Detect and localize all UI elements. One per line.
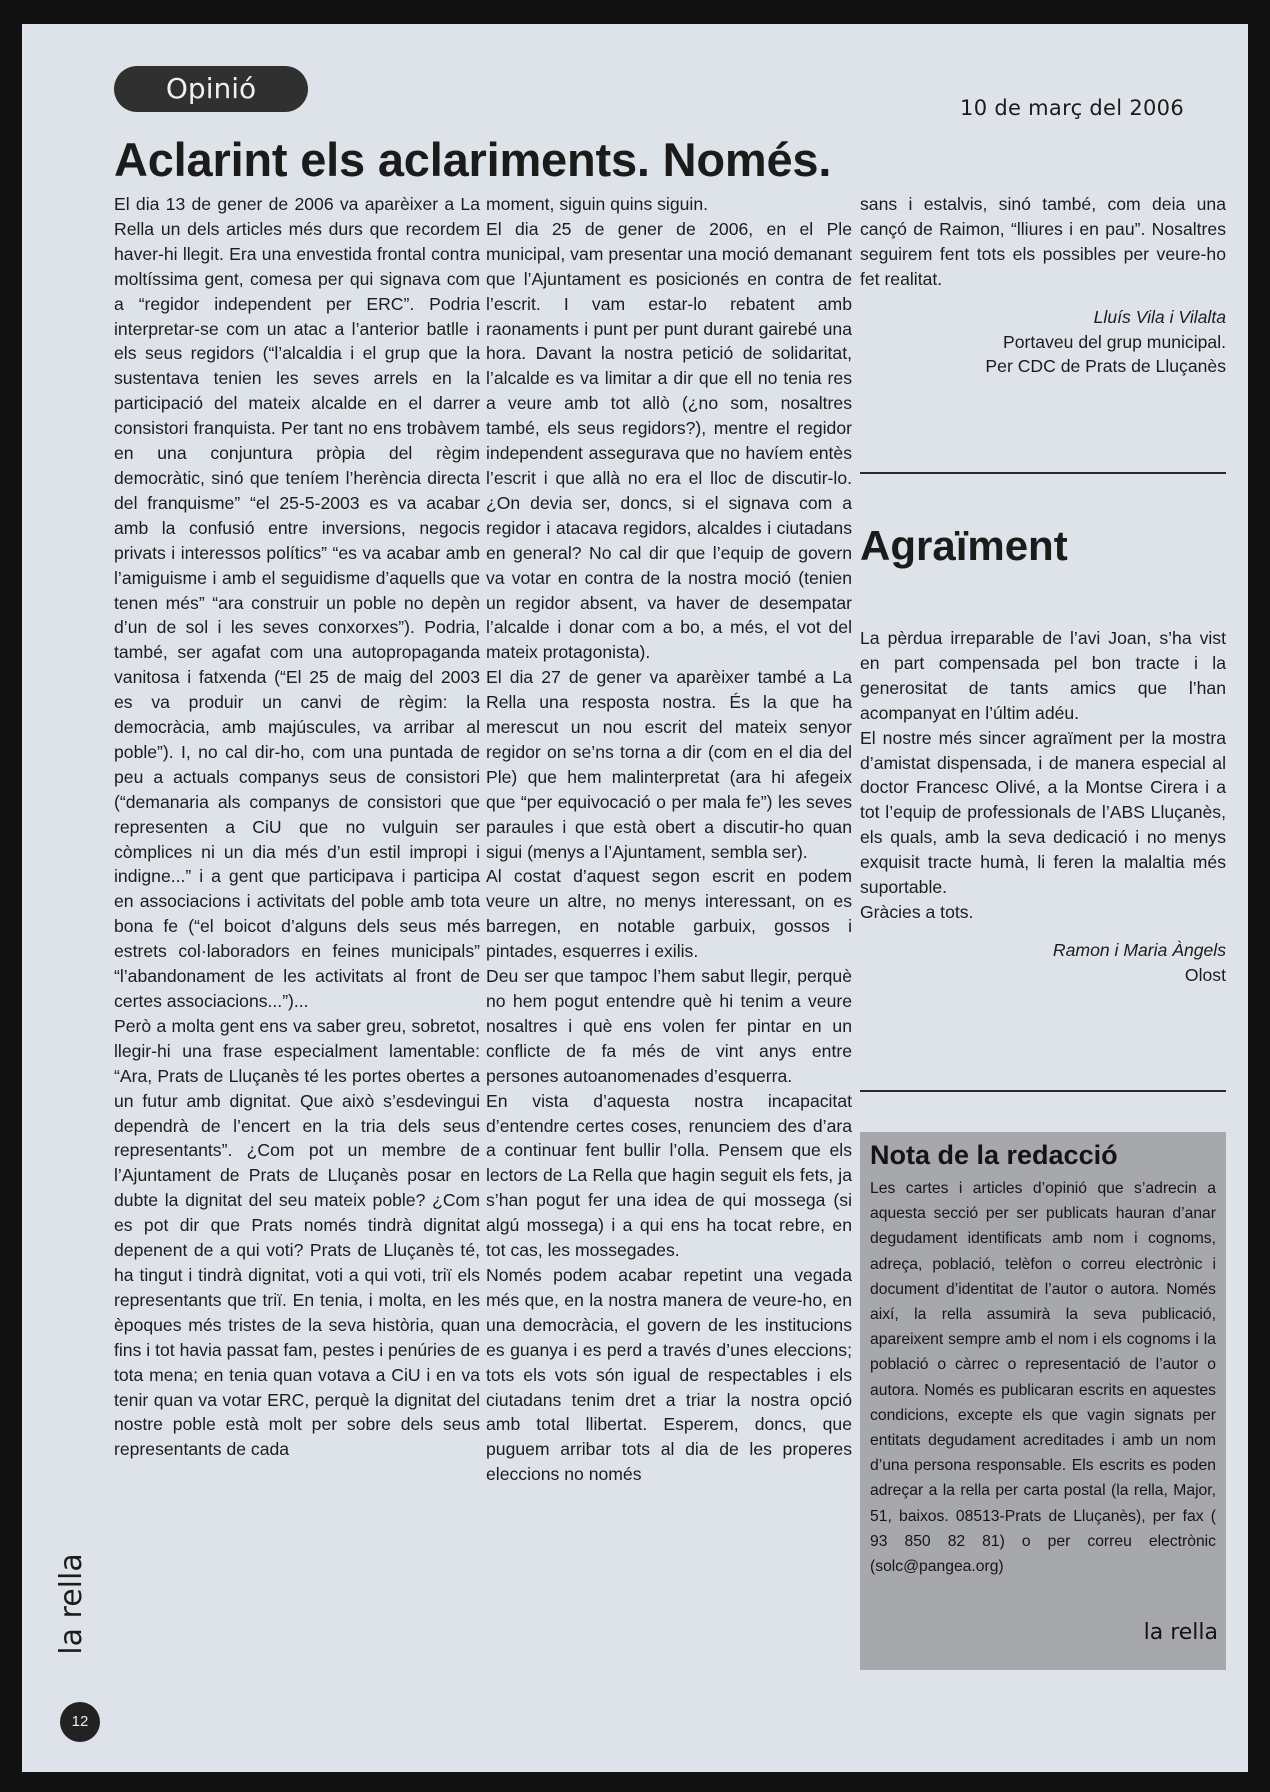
agraiment-place: Olost xyxy=(1184,964,1226,985)
article-column-2 xyxy=(486,192,852,1487)
article-paragraph: El dia 25 de gener de 2006, en el Ple municipal, vam presentar una moció demanant que l’Ajuntament es posicionés en contra de l’escrit. I vam estar-lo rebatent amb raonaments i punt per punt durant gairebé una hora. Davant la nostra petició de solidaritat, l’alcalde es va limitar a dir que ell no tenia res a veure amb tot allò (¿no som, nosaltres també, els seus regidors?), mentre el regidor independent assegurava que no havíem entès l’escrit i que allà no era el lloc de discutir-lo. ¿On devia ser, doncs, si el signava com a regidor i atacava regidors, alcaldes i ciutadans en general? No cal dir que l’equip de govern va votar en contra de la nostra moció (tenien un regidor absent, va haver de desempatar l’alcalde i donar com a bo, a més, el vot del mateix protagonista). xyxy=(486,218,852,663)
article-paragraph: El dia 27 de gener va aparèixer també a La Rella una resposta nostra. És la que ha merescut un nou escrit del mateix senyor regidor on se’ns torna a dir (com en el dia del Ple) que hem malinterpretat (ara hi afegeix que “per equivocació o per mala fe”) les seves paraules i que està obert a discutir-ho quan sigui (menys a l’Ajuntament, sembla ser). xyxy=(486,667,852,862)
article-headline: Aclarint els aclariments. Només. xyxy=(114,133,832,186)
page-number: 12 xyxy=(60,1702,100,1742)
agraiment-paragraph: Gràcies a tots. xyxy=(860,901,974,922)
agraiment-paragraph: El nostre més sincer agraïment per la mostra d’amistat dispensada, i de manera especial al doctor Francesc Olivé, a la Montse Cirera i a tot l’equip de professionals de l’ABS Lluçanès, els quals, amb la seva dedicació i no menys exquisit tracte humà, li feren la malaltia més suportable. xyxy=(860,727,1226,898)
nota-signature: la rella xyxy=(1143,1620,1218,1645)
nota-redaccio-box xyxy=(860,1132,1226,1670)
author-org: Per CDC de Prats de Lluçanès xyxy=(985,356,1226,377)
author-role: Portaveu del grup municipal. xyxy=(1003,331,1226,352)
article-column-3 xyxy=(860,192,1226,379)
article-paragraph: En vista d’aquesta nostra incapacitat d’entendre certes coses, renunciem des d’ara a continuar fent bullir l’olla. Pensem que els lectors de La Rella que hagin seguit els fets, ja s’han pogut fer una idea de qui mossega (si algú mossega) i a qui ens ha tocat rebre, en tot cas, les mossegades. xyxy=(486,1090,852,1261)
nota-title: Nota de la redacció xyxy=(870,1140,1118,1170)
agraiment-body xyxy=(860,626,1226,988)
brand-logo-text: la rella xyxy=(54,1553,89,1655)
agraiment-signature xyxy=(860,938,1226,988)
author-name: Lluís Vila i Vilalta xyxy=(1093,306,1226,327)
nota-text: Les cartes i articles d’opinió que s’adrecin a aquesta secció per ser publicats hauran d’anar degudament identificats amb nom i cognoms, adreça, població, telèfon o correu electrònic i document d’identitat de l’autor o autora. Només així, la rella assumirà la seva publicació, apareixent sempre amb el nom i els cognoms i la població o càrrec o representació de l’autor o autora. Només es publicaran escrits en aquestes condicions, excepte els que vagin signats per entitats degudament acreditades i amb un nom d’una persona responsable. Els escrits es poden adreçar a la rella per carta postal (la rella, Major, 51, baixos. 08513-Prats de Lluçanès), per fax ( 93 850 82 81) o per correu electrònic (solc@pangea.org) xyxy=(870,1180,1216,1576)
divider xyxy=(860,1090,1226,1092)
article-paragraph: Al costat d’aquest segon escrit en podem veure un altre, no menys interessant, on es barregen, en notable garbuix, gossos i pintades, esquerres i exilis. xyxy=(486,866,852,962)
article-signature xyxy=(860,305,1226,380)
article-paragraph: El dia 13 de gener de 2006 va aparèixer a La Rella un dels articles més durs que recordem haver-hi llegit. Era una envestida frontal contra moltíssima gent, comesa per qui signava com a “regidor independent per ERC”. Podria interpretar-se com un atac a l’anterior batlle i els seus regidors (“l’alcaldia i el grup que la sustentava tenien les seves arrels en la participació del mateix alcalde en el darrer consistori franquista. Per tant no ens trobàvem en una conjuntura pròpia del règim democràtic, sinó que teníem l’herència directa del franquisme” “el 25-5-2003 es va acabar amb la confusió entre inversions, negocis privats i interessos polítics” “es va acabar amb l’amiguisme i amb el seguidisme d’aquells que tenen més” “ara construir un poble no depèn d’un de sol i les seves conxorxes”). Podria, també, ser agafat com una autopropaganda vanitosa i fatxenda (“El 25 de maig del 2003 es va produir un canvi de règim: la democràcia, amb majúscules, va arribar al poble”). I, no cal dir-ho, com una puntada de peu a actuals companys seus de consistori (“demanaria als companys de consistori que representen a CiU que no vulguin ser còmplices ni un dia més d’un estil impropi i indigne...” i a gent que participava i participa en associacions i activitats del poble amb tota bona fe (“el boicot d’alguns dels seus més estrets col·laboradors en feines municipals” “l’abandonament de les activitats al front de certes associacions...”)... xyxy=(114,194,480,1011)
article-column-1 xyxy=(114,192,480,1462)
article-paragraph: Però a molta gent ens va saber greu, sobretot, llegir-hi una frase especialment lamentable: “Ara, Prats de Lluçanès té les portes obertes a un futur amb dignitat. Que això s’esdevingui dependrà de l’encert en la tria dels seus representants”. ¿Com pot un membre de l’Ajuntament de Prats de Lluçanès posar en dubte la dignitat del seu mateix poble? ¿Com es pot dir que Prats només tindrà dignitat depenent de a qui voti? Prats de Lluçanès té, ha tingut i tindrà dignitat, voti a qui voti, triï els representants que triï. En tenia, i molta, en les èpoques més tristes de la seva història, quan fins i tot havia passat fam, pestes i penúries de tota mena; en tenia quan votava a CiU i en va tenir quan va votar ERC, perquè la dignitat del nostre poble està molt per sobre dels seus representants de cada xyxy=(114,1015,480,1460)
agraiment-paragraph: La pèrdua irreparable de l’avi Joan, s’ha vist en part compensada pel bon tracte i la generositat de tants amics que l’han acompanyat en l’últim adéu. xyxy=(860,628,1226,723)
issue-date: 10 de març del 2006 xyxy=(960,96,1184,120)
article-paragraph: sans i estalvis, sinó també, com deia una cançó de Raimon, “lliures i en pau”. Nosaltres seguirem fent tots els possibles per veure-ho fet realitat. xyxy=(860,194,1226,289)
article-paragraph: Deu ser que tampoc l’hem sabut llegir, perquè no hem pogut entendre què hi tenim a veure nosaltres i què ens volen fer pintar en un conflicte de fa més de vint anys entre persones autoanomenades d’esquerra. xyxy=(486,966,852,1086)
section-label: Opinió xyxy=(114,66,308,112)
article-paragraph: Només podem acabar repetint una vegada més que, en la nostra manera de veure-ho, en una democràcia, el govern de les institucions es guanya i es perd a través d’unes eleccions; tots els vots són igual de respectables i els ciutadans tenim dret a triar la nostra opció amb total llibertat. Esperem, doncs, que puguem arribar tots al dia de les properes eleccions no només xyxy=(486,1264,852,1485)
divider xyxy=(860,472,1226,474)
article-paragraph: moment, siguin quins siguin. xyxy=(486,194,708,214)
agraiment-title: Agraïment xyxy=(860,522,1068,569)
newspaper-page xyxy=(22,24,1248,1772)
agraiment-signer: Ramon i Maria Àngels xyxy=(1052,939,1226,960)
